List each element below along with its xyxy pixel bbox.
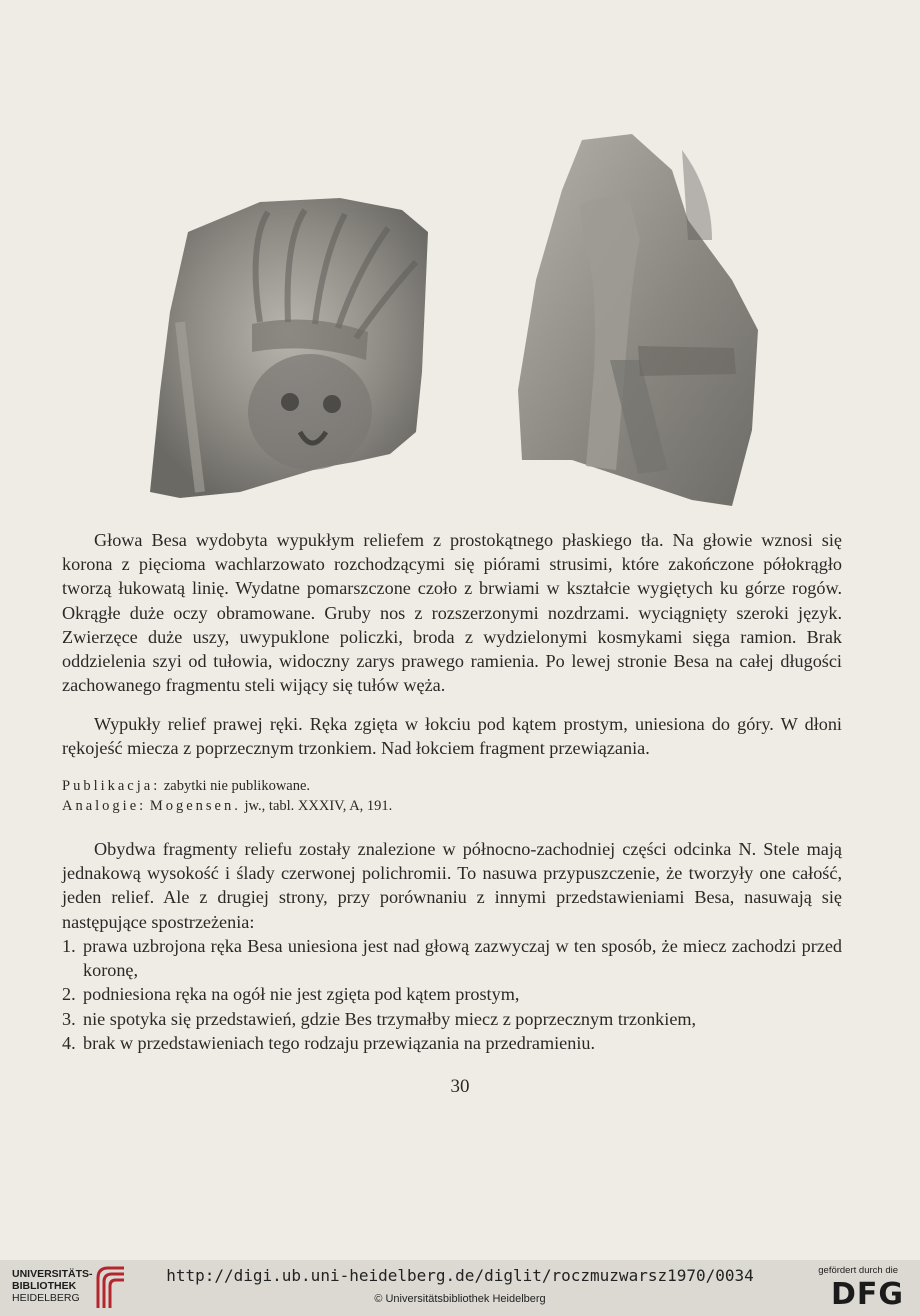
list-item: 1. prawa uzbrojona ręka Besa uniesiona jest nad głową zazwyczaj w ten sposób, że miecz zachodzi przed koronę, — [62, 936, 842, 981]
analogies-author: Mogensen. — [149, 798, 241, 814]
copyright-text: © Universitätsbibliothek Heidelberg — [374, 1293, 546, 1305]
bes-arm-relief-photo — [512, 130, 762, 510]
bes-head-relief-photo — [140, 192, 432, 504]
footer-bar — [0, 1260, 920, 1316]
document-url-link[interactable]: http://digi.ub.uni-heidelberg.de/diglit/roczmuzwarsz1970/0034 — [166, 1266, 754, 1285]
publication-text: zabytki nie publikowane. — [163, 778, 311, 794]
list-item: 4. brak w przedstawieniach tego rodzaju przewiązania na przedramieniu. — [62, 1032, 596, 1053]
university-library-name: UNIVERSITÄTS- BIBLIOTHEK HEIDELBERG — [12, 1268, 93, 1304]
observations-list — [62, 934, 842, 1055]
paragraph-arm-description: Wypukły relief prawej ręki. Ręka zgięta w łokciu pod kątem prostym, uniesiona do góry. W dłoni rękojeść miecza z poprzecznym trzonkiem. Nad łokciem fragment przewiązania. — [62, 714, 842, 759]
analogies-text: jw., tabl. XXXIV, A, 191. — [244, 798, 393, 814]
publication-label: Publikacja: — [62, 778, 161, 794]
list-item: 3. nie spotyka się przedstawień, gdzie Bes trzymałby miecz z poprzecznym trzonkiem, — [62, 1008, 697, 1029]
page-number: 30 — [450, 1076, 470, 1097]
paragraph-findings: Obydwa fragmenty reliefu zostały znalezione w północno-zachodniej części odcinka N. Stele mają jednakową wysokość i ślady czerwonej polichromii. To nasuwa przypuszczenie, że tworzyły one całość, jeden relief. Ale z drugiej strony, przy porównaniu z innymi przedstawieniami Besa, nasuwają się następujące spostrzeżenia: — [62, 839, 842, 932]
analogies-line — [62, 797, 392, 816]
dfg-logo: DFG — [830, 1277, 904, 1312]
list-item: 2. podniesiona ręka na ogół nie jest zgięta pod kątem prostym, — [62, 984, 520, 1005]
funded-by-label: gefördert durch die — [818, 1265, 898, 1276]
analogies-label: Analogie: — [62, 798, 147, 814]
publication-line — [62, 777, 310, 796]
paragraph-bes-head-description: Głowa Besa wydobyta wypukłym reliefem z prostokątnego płaskiego tła. Na głowie wznosi się korona z pięcioma wachlarzowato rozchodzącymi się piórami strusimi, które zakończone półokrągło tworzą łukowatą linię. Wydatne pomarszczone czoło z brwiami w kształcie wygiętych ku górze rogów. Okrągłe duże oczy obramowane. Gruby nos z rozszerzonymi nozdrzami. wyciągnięty szeroki język. Zwierzęce duże uszy, uwypuklone policzki, broda z wydzielonymi kosmykami sięga ramion. Brak oddzielenia szyi od tułowia, widoczny zarys prawego ramienia. Po lewej stronie Besa na całej długości zachowanego fragmentu steli wijący się tułów węża. — [62, 530, 842, 696]
